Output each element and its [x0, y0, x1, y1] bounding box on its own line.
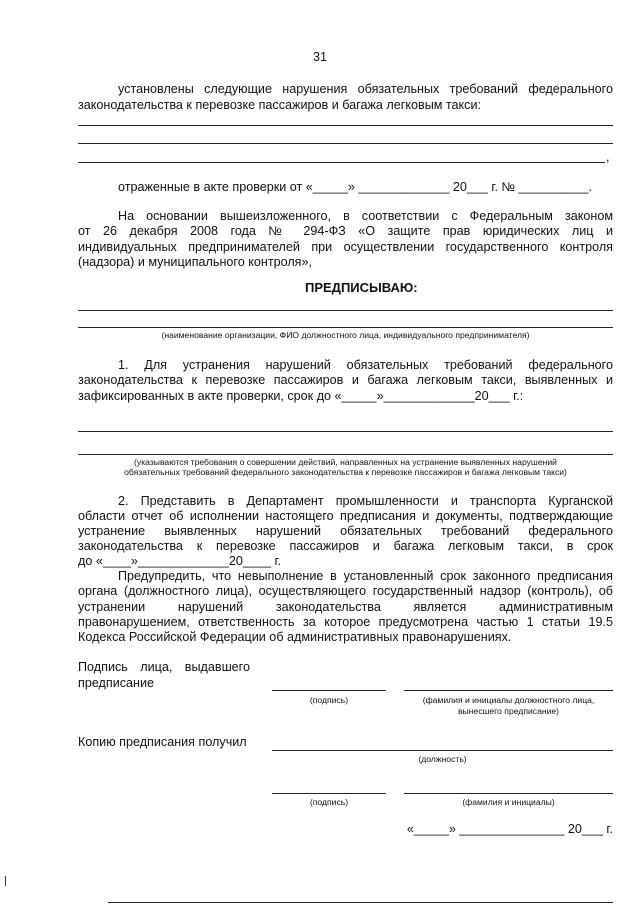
- fill-line: [78, 327, 613, 328]
- order-title: ПРЕДПИСЫВАЮ:: [305, 280, 418, 295]
- copy-received-label: Копию предписания получил: [78, 735, 247, 749]
- basis-line-2: от 26 декабря 2008 года № 294-ФЗ «О защите прав юридических лиц и: [78, 224, 613, 238]
- page-bottom-edge: [108, 902, 613, 903]
- item1-line-1: 1. Для устранения нарушений обязательных требований федерального: [118, 358, 613, 372]
- caption-organization: (наименование организации, ФИО должностного лица, индивидуального предпринимателя): [161, 330, 530, 340]
- item2-line-1: 2. Представить в Департамент промышленности и транспорта Курганской: [118, 494, 613, 508]
- caption-position: (должность): [418, 754, 467, 764]
- name-line: [404, 690, 613, 691]
- warning-line-5: Кодекса Российской Федерации об административных правонарушениях.: [78, 630, 512, 644]
- scan-mark: [5, 876, 6, 886]
- item2-line-4: законодательства к перевозке пассажиров и багажа легковым такси, в срок: [78, 539, 613, 553]
- item1-line-2: законодательства к перевозке пассажиров и багажа легковым такси, выявленных и: [78, 373, 613, 387]
- fill-line: [78, 431, 613, 432]
- position-line: [272, 750, 613, 751]
- warning-line-3: устранении нарушений законодательства является административным: [78, 600, 613, 614]
- issuer-signature-label-2: предписание: [78, 676, 155, 690]
- intro-line-1: установлены следующие нарушения обязательных требований федерального: [118, 82, 613, 96]
- caption-requirements-1: (указываются требования о совершении действий, направленных на устранение выявленных нарушений: [134, 457, 557, 467]
- item1-line-3: зафиксированных в акте проверки, срок до «_____»_____________20___ г.:: [78, 389, 524, 403]
- name-line: [404, 793, 613, 794]
- page-number: 31: [312, 50, 327, 64]
- issuer-signature-label-1: Подпись лица, выдавшего: [78, 660, 250, 674]
- warning-line-2: органа (должностного лица), осуществляющего государственный надзор (контроль), об: [78, 584, 613, 598]
- signature-line: [272, 793, 386, 794]
- date-line: «_____» _______________ 20___ г.: [406, 822, 613, 836]
- fill-line: [78, 310, 613, 311]
- caption-name-2: вынесшего предписание): [457, 706, 560, 716]
- basis-line-3: индивидуальных предпринимателей при осуществлении государственного контроля: [78, 240, 613, 254]
- intro-line-2: законодательства к перевозке пассажиров и багажа легковым такси:: [78, 98, 482, 112]
- basis-line-4: (надзора) и муниципального контроля»,: [78, 255, 312, 269]
- fill-line: [78, 143, 613, 144]
- warning-line-1: Предупредить, что невыполнение в установленный срок законного предписания: [118, 569, 613, 583]
- item2-line-5: до «____»_____________20____ г.: [78, 554, 282, 568]
- act-reference: отраженные в акте проверки от «_____» _____________ 20___ г. № __________.: [118, 180, 592, 194]
- warning-line-4: правонарушением, ответственность за которое предусмотрена частью 1 статьи 19.5: [78, 615, 613, 629]
- caption-name-1: (фамилия и инициалы должностного лица,: [422, 695, 595, 705]
- trailing-comma: ,: [606, 150, 610, 164]
- item2-line-3: устранение выявленных нарушений обязательных требований федерального: [78, 524, 613, 538]
- fill-line: [78, 162, 605, 163]
- fill-line: [78, 454, 613, 455]
- caption-name-short: (фамилия и инициалы): [462, 797, 555, 807]
- signature-line: [272, 690, 386, 691]
- caption-signature-2: (подпись): [309, 797, 349, 807]
- caption-requirements-2: обязательных требований федерального законодательства к перевозке пассажиров и багажа легковым такси): [124, 467, 567, 477]
- caption-signature: (подпись): [309, 695, 349, 705]
- basis-line-1: На основании вышеизложенного, в соответствии с Федеральным законом: [118, 209, 613, 223]
- item2-line-2: области отчет об исполнении настоящего предписания и документы, подтверждающие: [78, 509, 613, 523]
- fill-line: [78, 125, 613, 126]
